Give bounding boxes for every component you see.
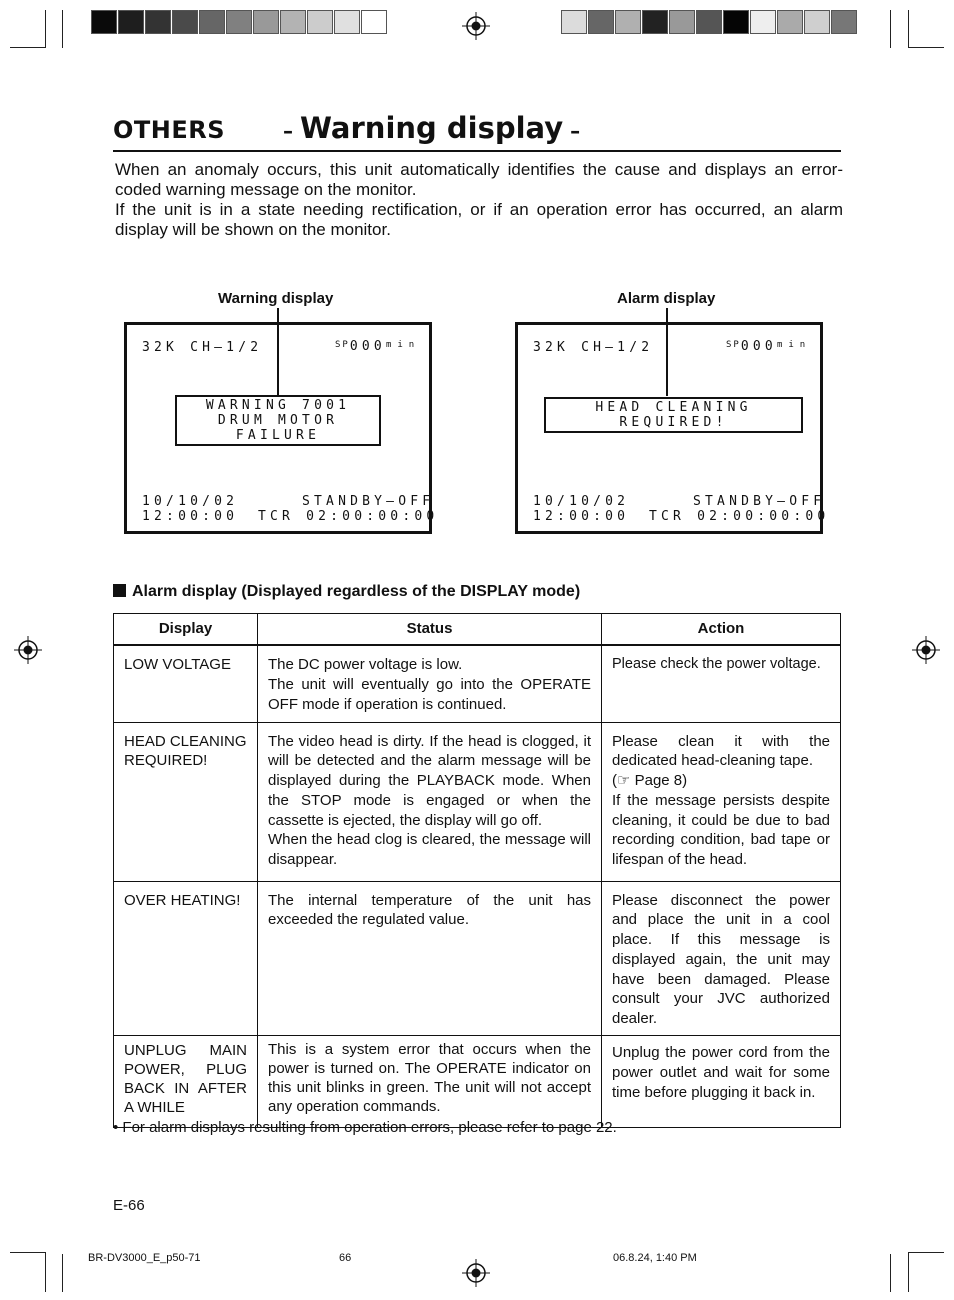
column-header-status: Status	[258, 614, 602, 646]
calibration-swatch	[642, 10, 668, 34]
calibration-swatch	[723, 10, 749, 34]
row-action-cell: Please check the power voltage.	[602, 645, 841, 722]
counter-unit: min	[385, 340, 421, 350]
footnote: • For alarm displays resulting from operation errors, please refer to page 22.	[113, 1119, 617, 1136]
alarm-section-heading-text: Alarm display (Displayed regardless of the DISPLAY mode)	[132, 583, 581, 600]
calibration-swatch	[615, 10, 641, 34]
date-readout: 10/10/02	[533, 494, 630, 509]
warning-message-box	[175, 395, 381, 446]
calibration-swatch	[172, 10, 198, 34]
counter-value: 000	[740, 339, 777, 354]
calibration-swatch	[831, 10, 857, 34]
table-row	[114, 645, 841, 722]
row-display-cell: UNPLUG MAIN POWER, PLUG BACK IN AFTER A WHILE	[114, 1036, 258, 1128]
channel-info: 32K CH–1/2	[142, 340, 263, 355]
page-heading	[113, 110, 841, 152]
row-status-cell: The internal temperature of the unit has exceeded the regulated value.	[258, 881, 602, 1036]
table-row	[114, 881, 841, 1036]
sp-indicator: SP	[726, 340, 741, 350]
row-display-cell: HEAD CLEANING REQUIRED!	[114, 722, 258, 881]
alarm-table	[113, 613, 841, 1128]
registration-mark-icon	[912, 636, 940, 664]
calibration-swatch	[307, 10, 333, 34]
calibration-swatch	[91, 10, 117, 34]
column-header-display: Display	[114, 614, 258, 646]
page-number: E-66	[113, 1197, 145, 1214]
warning-display-caption: Warning display	[218, 290, 334, 307]
counter-unit: min	[776, 340, 812, 350]
alarm-message-line: HEAD CLEANING REQUIRED!	[595, 400, 752, 430]
row-display-cell: LOW VOLTAGE	[114, 645, 258, 722]
section-label: OTHERS	[113, 116, 226, 144]
row-action-cell: Please disconnect the power and place the unit in a cool place. If this message is displayed again, the unit may have been damaged. Please consult your JVC authorized dealer.	[602, 881, 841, 1036]
calibration-swatch	[750, 10, 776, 34]
footer-file-name: BR-DV3000_E_p50-71	[88, 1252, 201, 1264]
date-readout: 10/10/02	[142, 494, 239, 509]
column-header-action: Action	[602, 614, 841, 646]
row-status-cell: The video head is dirty. If the head is clogged, it will be detected and the alarm message will be displayed during the PLAYBACK mode. When the STOP mode is engaged or when the cassette is ejected, the display will go off. When the head clog is cleared, the message will disappear.	[258, 722, 602, 881]
intro-paragraph-2: If the unit is in a state needing rectification, or if an operation error has occurred, an alarm display will be shown on the monitor.	[115, 200, 843, 239]
row-status-cell: The DC power voltage is low. The unit will eventually go into the OPERATE OFF mode if operation is continued.	[258, 645, 602, 722]
standby-status: STANDBY–OFF	[302, 494, 435, 509]
tcr-readout: TCR 02:00:00:00	[258, 509, 439, 524]
alarm-section-heading	[113, 583, 580, 601]
time-readout: 12:00:00	[142, 509, 239, 524]
calibration-swatch	[804, 10, 830, 34]
calibration-swatch	[280, 10, 306, 34]
bullet-square-icon	[113, 584, 126, 597]
table-row	[114, 722, 841, 881]
time-readout: 12:00:00	[533, 509, 630, 524]
warning-message-line: WARNING 7001	[205, 398, 351, 413]
counter-value: 000	[349, 339, 386, 354]
footer-timestamp: 06.8.24, 1:40 PM	[613, 1252, 697, 1264]
registration-mark-icon	[14, 636, 42, 664]
calibration-swatch	[561, 10, 587, 34]
table-header-row	[114, 614, 841, 646]
calibration-swatch	[777, 10, 803, 34]
warning-display-screen	[124, 322, 439, 534]
alarm-display-caption: Alarm display	[617, 290, 716, 307]
calibration-swatch	[118, 10, 144, 34]
standby-status: STANDBY–OFF	[693, 494, 826, 509]
footer-page: 66	[339, 1252, 352, 1264]
calibration-swatch	[226, 10, 252, 34]
warning-message-line: DRUM MOTOR FAILURE	[217, 413, 339, 443]
row-action-cell: Please clean it with the dedicated head-cleaning tape. (☞ Page 8) If the message persists despite cleaning, it could be due to bad recording condition, bad tape or lifespan of the head.	[602, 722, 841, 881]
row-display-cell: OVER HEATING!	[114, 881, 258, 1036]
page-title: – Warning display –	[283, 111, 581, 145]
calibration-swatch	[334, 10, 360, 34]
calibration-swatch	[669, 10, 695, 34]
calibration-swatch	[253, 10, 279, 34]
page-title-text: Warning display	[299, 111, 564, 145]
alarm-message-box	[544, 397, 803, 433]
registration-mark-icon	[462, 12, 490, 40]
calibration-swatch	[361, 10, 387, 34]
alarm-display-screen	[515, 322, 830, 534]
intro-paragraph-1: When an anomaly occurs, this unit automatically identifies the cause and displays an error-coded warning message on the monitor.	[115, 160, 843, 199]
channel-info: 32K CH–1/2	[533, 340, 654, 355]
sp-indicator: SP	[335, 340, 350, 350]
tape-counter	[335, 339, 420, 354]
calibration-swatch	[145, 10, 171, 34]
tape-counter	[726, 339, 811, 354]
calibration-swatch	[199, 10, 225, 34]
registration-mark-icon	[462, 1259, 490, 1287]
row-action-cell: Unplug the power cord from the power outlet and wait for some time before plugging it back in.	[602, 1036, 841, 1128]
table-row	[114, 1036, 841, 1128]
tcr-readout: TCR 02:00:00:00	[649, 509, 830, 524]
calibration-swatch	[588, 10, 614, 34]
row-status-cell: This is a system error that occurs when the power is turned on. The OPERATE indicator on this unit blinks in green. The unit will not accept any operation commands.	[258, 1036, 602, 1128]
calibration-swatch	[696, 10, 722, 34]
